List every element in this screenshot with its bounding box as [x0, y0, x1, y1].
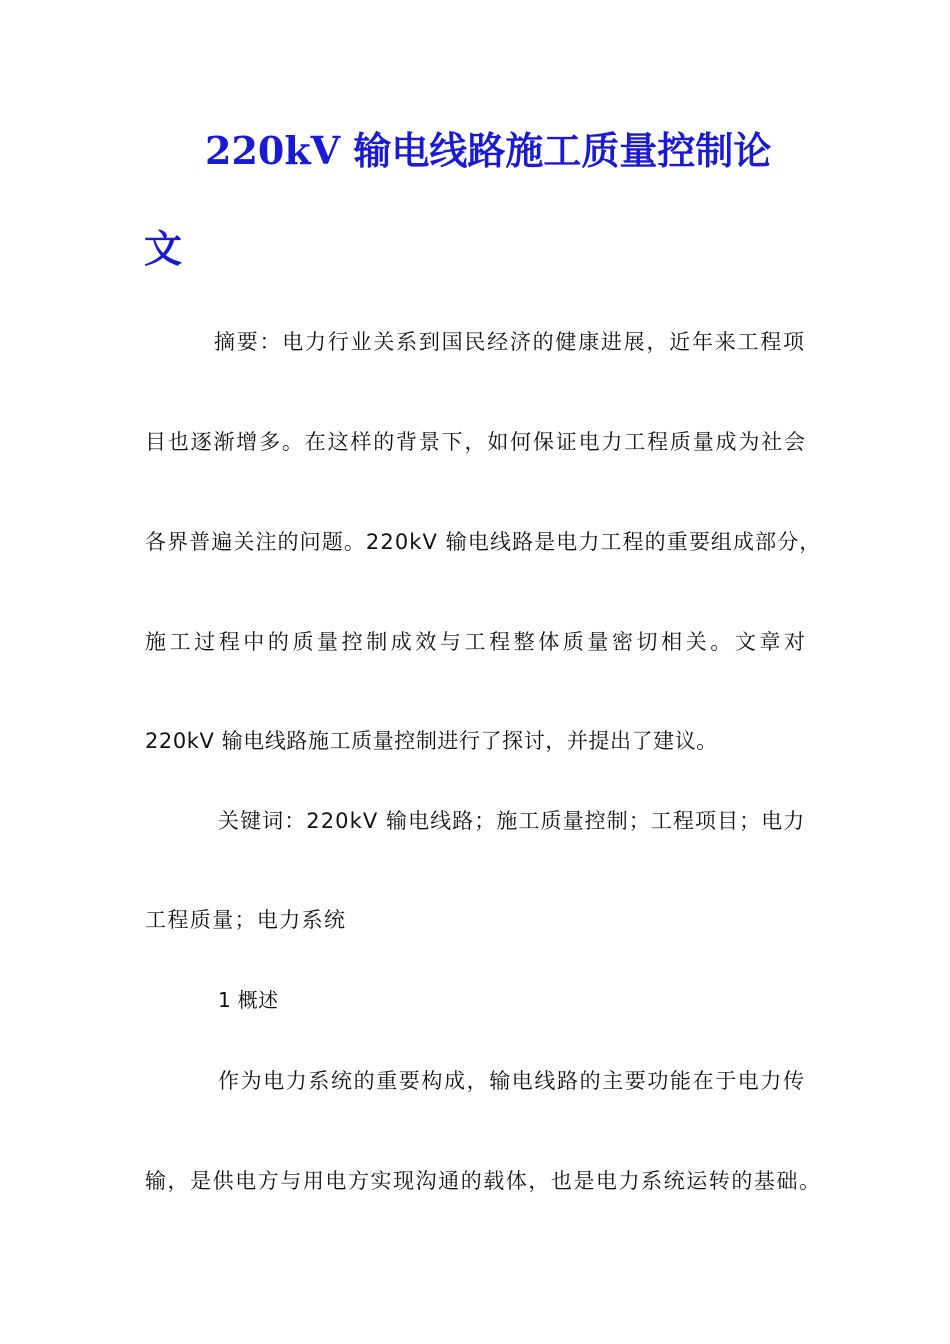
abstract-line-4: 施工过程中的质量控制成效与工程整体质量密切相关。文章对: [145, 630, 809, 654]
body-line-2: 输，是供电方与用电方实现沟通的载体，也是电力系统运转的基础。: [145, 1169, 822, 1193]
abstract-line-5: 220kV 输电线路施工质量控制进行了探讨，并提出了建议。: [145, 729, 718, 753]
abstract-line-3: 各界普遍关注的问题。220kV 输电线路是电力工程的重要组成部分，: [145, 530, 822, 554]
abstract-line-1: 摘要：电力行业关系到国民经济的健康进展，近年来工程项: [214, 330, 806, 354]
document-title-line-2: 文: [144, 226, 183, 271]
keywords-line-2: 工程质量；电力系统: [145, 908, 347, 932]
keywords-line-1: 关键词：220kV 输电线路；施工质量控制；工程项目；电力: [218, 809, 806, 833]
section-heading: 1 概述: [218, 988, 279, 1012]
body-line-1: 作为电力系统的重要构成，输电线路的主要功能在于电力传: [218, 1069, 806, 1093]
document-title-line-1: 220kV 输电线路施工质量控制论: [205, 128, 772, 173]
abstract-line-2: 目也逐渐增多。在这样的背景下，如何保证电力工程质量成为社会: [145, 430, 807, 454]
